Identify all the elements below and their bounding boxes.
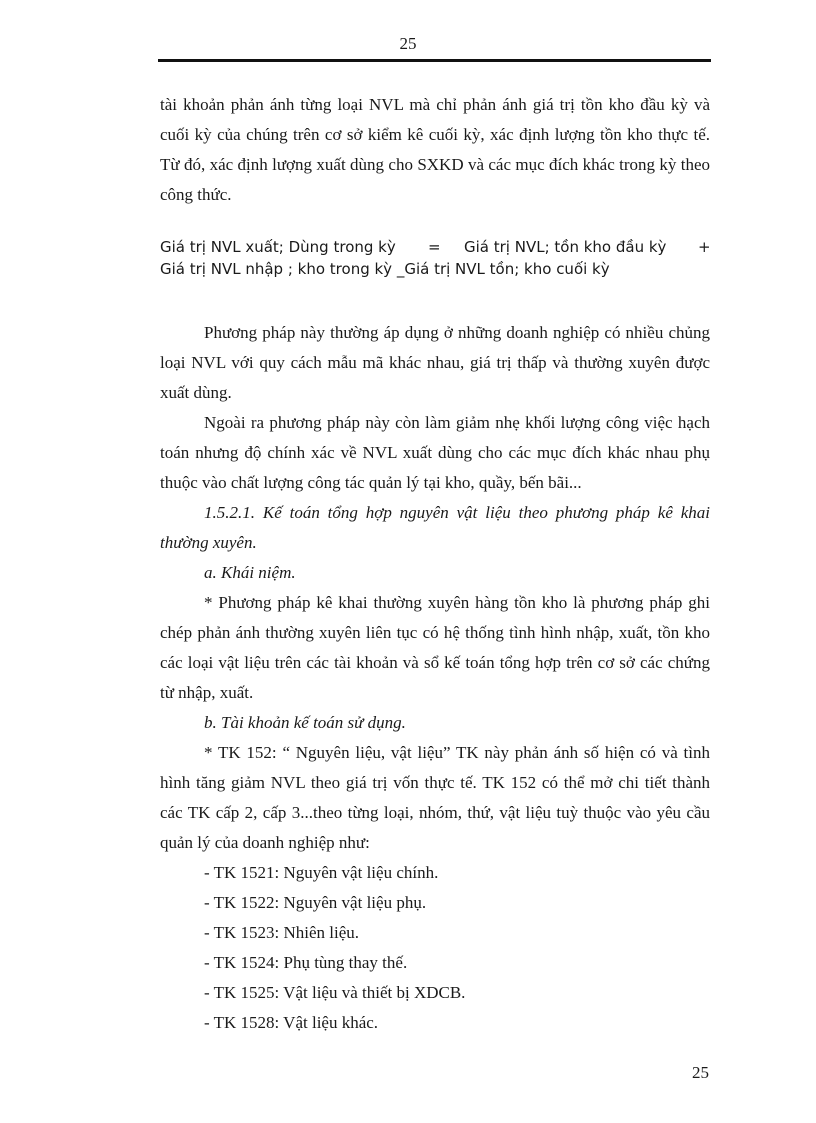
subheading-b: b. Tài khoản kế toán sử dụng. <box>204 713 406 732</box>
list-item: - TK 1523: Nhiên liệu. <box>204 923 360 942</box>
formula-term-2: Giá trị NVL; tồn kho đầu kỳ <box>464 238 667 256</box>
header-divider <box>158 59 711 62</box>
paragraph-1: tài khoản phản ánh từng loại NVL mà chỉ phản ánh giá trị tồn kho đầu kỳ và cuối kỳ của chúng trên cơ sở kiểm kê cuối kỳ, xác định lượng tồn kho thực tế. Từ đó, xác định lượng xuất dùng cho SXKD và các mục đích khác trong kỳ theo công thức. <box>160 95 710 204</box>
formula-line-2-text: Giá trị NVL nhập ; kho trong kỳ _Giá trị NVL tồn; kho cuối kỳ <box>160 260 610 278</box>
list-item: - TK 1525: Vật liệu và thiết bị XDCB. <box>204 983 466 1002</box>
list-item: - TK 1528: Vật liệu khác. <box>204 1013 379 1032</box>
section-heading-1-5-2-1: 1.5.2.1. Kế toán tổng hợp nguyên vật liệu theo phương pháp kê khai thường xuyên. <box>160 503 710 552</box>
paragraph-5: * TK 152: “ Nguyên liệu, vật liệu” TK này phản ánh số hiện có và tình hình tăng giảm NVL theo giá trị vốn thực tế. TK 152 có thể mở chi tiết thành các TK cấp 2, cấp 3...theo từng loại, nhóm, thứ, vật liệu tuỳ thuộc vào yêu cầu quản lý của doanh nghiệp như: <box>160 743 710 852</box>
formula-line-2 <box>160 258 710 280</box>
subheading-a: a. Khái niệm. <box>204 563 296 582</box>
paragraph-2: Phương pháp này thường áp dụng ở những doanh nghiệp có nhiều chủng loại NVL với quy cách mẫu mã khác nhau, giá trị thấp và thường xuyên được xuất dùng. <box>160 323 710 402</box>
header-page-number: 25 <box>399 34 417 53</box>
list-item: - TK 1522: Nguyên vật liệu phụ. <box>204 893 427 912</box>
formula-left-term: Giá trị NVL xuất; Dùng trong kỳ <box>160 238 396 256</box>
formula-plus: + <box>698 238 711 256</box>
formula-line-1 <box>160 236 710 258</box>
footer-page-number: 25 <box>692 1063 709 1082</box>
paragraph-4: * Phương pháp kê khai thường xuyên hàng tồn kho là phương pháp ghi chép phản ánh thường xuyên liên tục có hệ thống tình hình nhập, xuất, tồn kho các loại vật liệu trên các tài khoản và sổ kế toán tổng hợp trên cơ sở các chứng từ nhập, xuất. <box>160 593 710 702</box>
paragraph-3: Ngoài ra phương pháp này còn làm giảm nhẹ khối lượng công việc hạch toán nhưng độ chính xác về NVL xuất dùng cho các mục đích khác nhau phụ thuộc vào chất lượng công tác quản lý tại kho, quầy, bến bãi... <box>160 413 710 492</box>
list-item: - TK 1521: Nguyên vật liệu chính. <box>204 863 439 882</box>
list-item: - TK 1524: Phụ tùng thay thế. <box>204 953 408 972</box>
document-body <box>160 90 710 1038</box>
formula <box>160 236 710 280</box>
formula-equals: = <box>428 238 441 256</box>
account-list <box>160 858 710 1038</box>
